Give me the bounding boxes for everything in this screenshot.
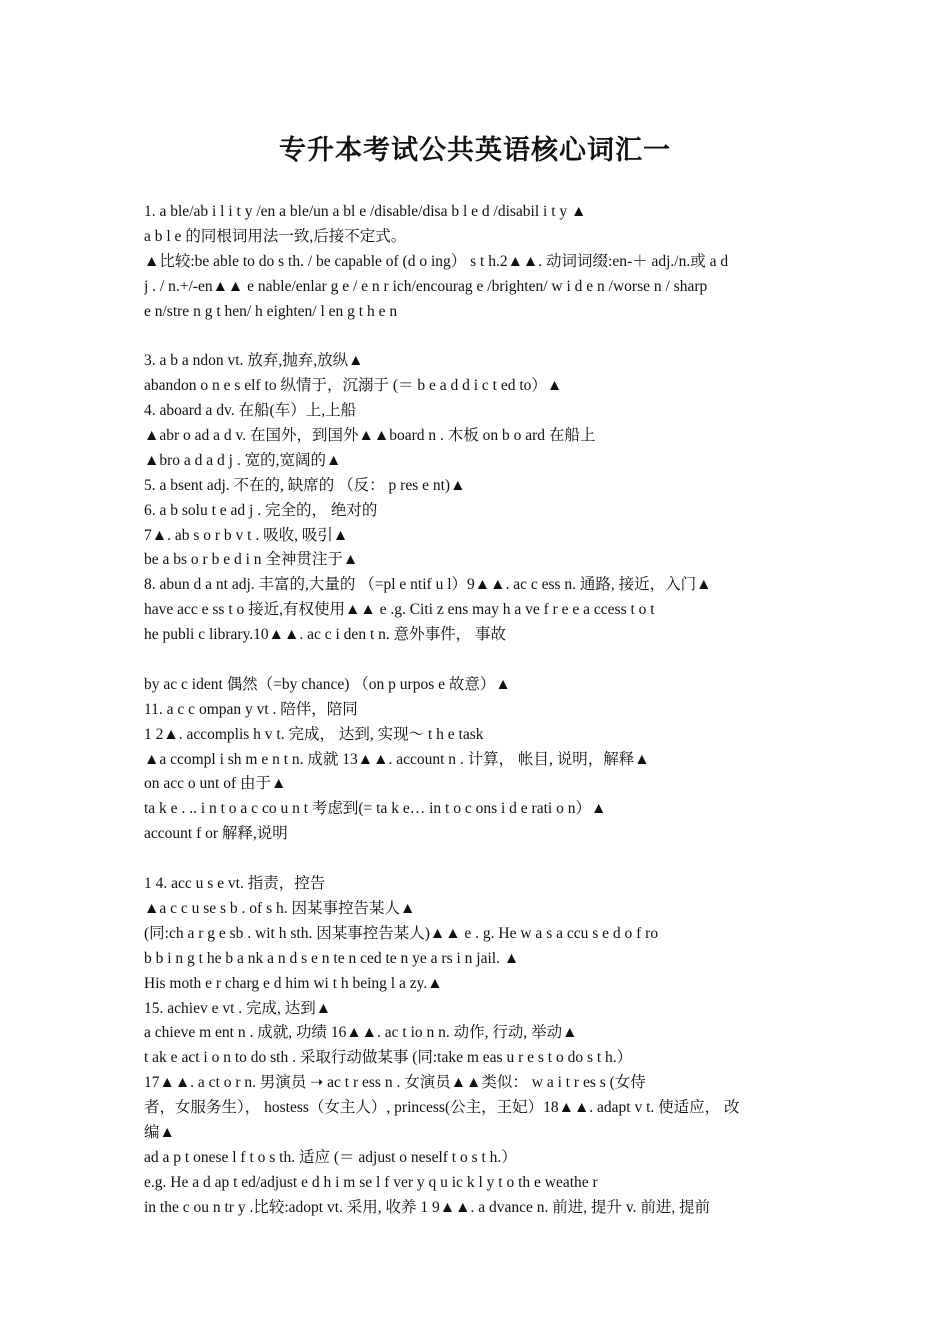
- text-line: ta k e . .. i n t o a c co u n t 考虑到(= ta k e… in t o c ons i d e rati o n）▲: [144, 800, 607, 818]
- text-line: [144, 847, 808, 872]
- text-line: b b i n g t he b a nk a n d s e n te n ced te n ye a rs i n jail. ▲: [144, 949, 520, 967]
- text-line: ▲a ccompl i sh m e n t n. 成就 13▲▲. account n . 计算， 帐目, 说明，解释▲: [144, 750, 650, 768]
- text-line: 者，女服务生）， hostess（女主人）, princess(公主，王妃）18▲▲. adapt v t. 使适应， 改: [144, 1099, 740, 1117]
- text-line: ▲bro a d a d j . 宽的,宽阔的▲: [144, 451, 342, 469]
- text-line: 15. achiev e vt . 完成, 达到▲: [144, 999, 332, 1017]
- text-line: 1. a ble/ab i l i t y /en a ble/un a bl e /disable/disa b l e d /disabil i t y ▲: [144, 203, 587, 220]
- text-line: ad a p t onese l f t o s th. 适应 (＝ adjust o neself t o s t h.）: [144, 1148, 517, 1166]
- text-line: j . / n.+/-en▲▲ e nable/enlar g e / e n r ich/encourag e /brighten/ w i d e n /worse n / sharp: [144, 277, 708, 295]
- text-line: 4. aboard a dv. 在船(车）上,上船: [144, 402, 357, 420]
- text-line: 5. a bsent adj. 不在的, 缺席的 （反： p res e nt)▲: [144, 476, 466, 494]
- text-line: a b l e 的同根词用法一致,后接不定式。: [144, 227, 407, 245]
- text-line: account f or 解释,说明: [144, 825, 288, 843]
- text-line: a chieve m ent n . 成就, 功绩 16▲▲. ac t io n n. 动作, 行动, 举动▲: [144, 1024, 578, 1042]
- text-line: ▲abr o ad a d v. 在国外，到国外▲▲board n . 木板 on b o ard 在船上: [144, 427, 596, 445]
- text-line: in the c ou n tr y .比较:adopt vt. 采用, 收养 1 9▲▲. a dvance n. 前进, 提升 v. 前进, 提前: [144, 1198, 711, 1216]
- text-line: have acc e ss t o 接近,有权使用▲▲ e .g. Citi z ens may h a ve f r e e a ccess t o t: [144, 601, 655, 619]
- text-line: 17▲▲. a ct o r n. 男演员 ➝ ac t r ess n . 女演员▲▲类似： w a i t r es s (女侍: [144, 1074, 646, 1092]
- text-line: ▲a c c u se s b . of s h. 因某事控告某人▲: [144, 899, 416, 917]
- text-line: t ak e act i o n to do sth . 采取行动做某事 (同:take m eas u r e s t o do s t h.）: [144, 1049, 633, 1067]
- text-line: be a bs o r b e d i n 全神贯注于▲: [144, 551, 359, 569]
- text-line: on acc o unt of 由于▲: [144, 775, 287, 793]
- text-line: 11. a c c ompan y vt . 陪伴，陪同: [144, 700, 358, 718]
- text-line: 1 2▲. accomplis h v t. 完成， 达到, 实现～ t h e task: [144, 725, 484, 743]
- text-line: he publi c library.10▲▲. ac c i den t n. 意外事件， 事故: [144, 626, 506, 644]
- text-line: 3. a b a ndon vt. 放弃,抛弃,放纵▲: [144, 352, 364, 370]
- text-line: 编▲: [144, 1123, 175, 1141]
- document-title: 专升本考试公共英语核心词汇一: [279, 135, 671, 166]
- text-line: 7▲. ab s o r b v t . 吸收, 吸引▲: [144, 526, 349, 544]
- document-body: [144, 200, 808, 1221]
- text-line: e n/stre n g t hen/ h eighten/ l en g t h e n: [144, 302, 398, 320]
- text-line: e.g. He a d ap t ed/adjust e d h i m se l f ver y q u ic k l y t o th e weathe r: [144, 1173, 598, 1191]
- text-line: His moth e r charg e d him wi t h being l a zy.▲: [144, 974, 443, 992]
- text-line: ▲比较:be able to do s th. / be capable of (d o ing） s t h.2▲▲. 动词词缀:en-＋ adj./n.或 a d: [144, 252, 729, 270]
- text-line: 6. a b solu t e ad j . 完全的， 绝对的: [144, 501, 378, 519]
- text-line: 1 4. acc u s e vt. 指责，控告: [144, 875, 326, 893]
- text-line: 8. abun d a nt adj. 丰富的,大量的 （=pl e ntif u l）9▲▲. ac c ess n. 通路, 接近，入门▲: [144, 576, 712, 594]
- text-line: (同:ch a r g e sb . wit h sth. 因某事控告某人)▲▲ e . g. He w a s a ccu s e d o f ro: [144, 924, 659, 942]
- text-line: by ac c ident 偶然（=by chance) （on p urpos e 故意）▲: [144, 675, 511, 693]
- text-line: [144, 648, 808, 673]
- text-line: [144, 324, 808, 349]
- text-line: abandon o n e s elf to 纵情于，沉溺于 (＝ b e a d d i c t ed to）▲: [144, 377, 563, 395]
